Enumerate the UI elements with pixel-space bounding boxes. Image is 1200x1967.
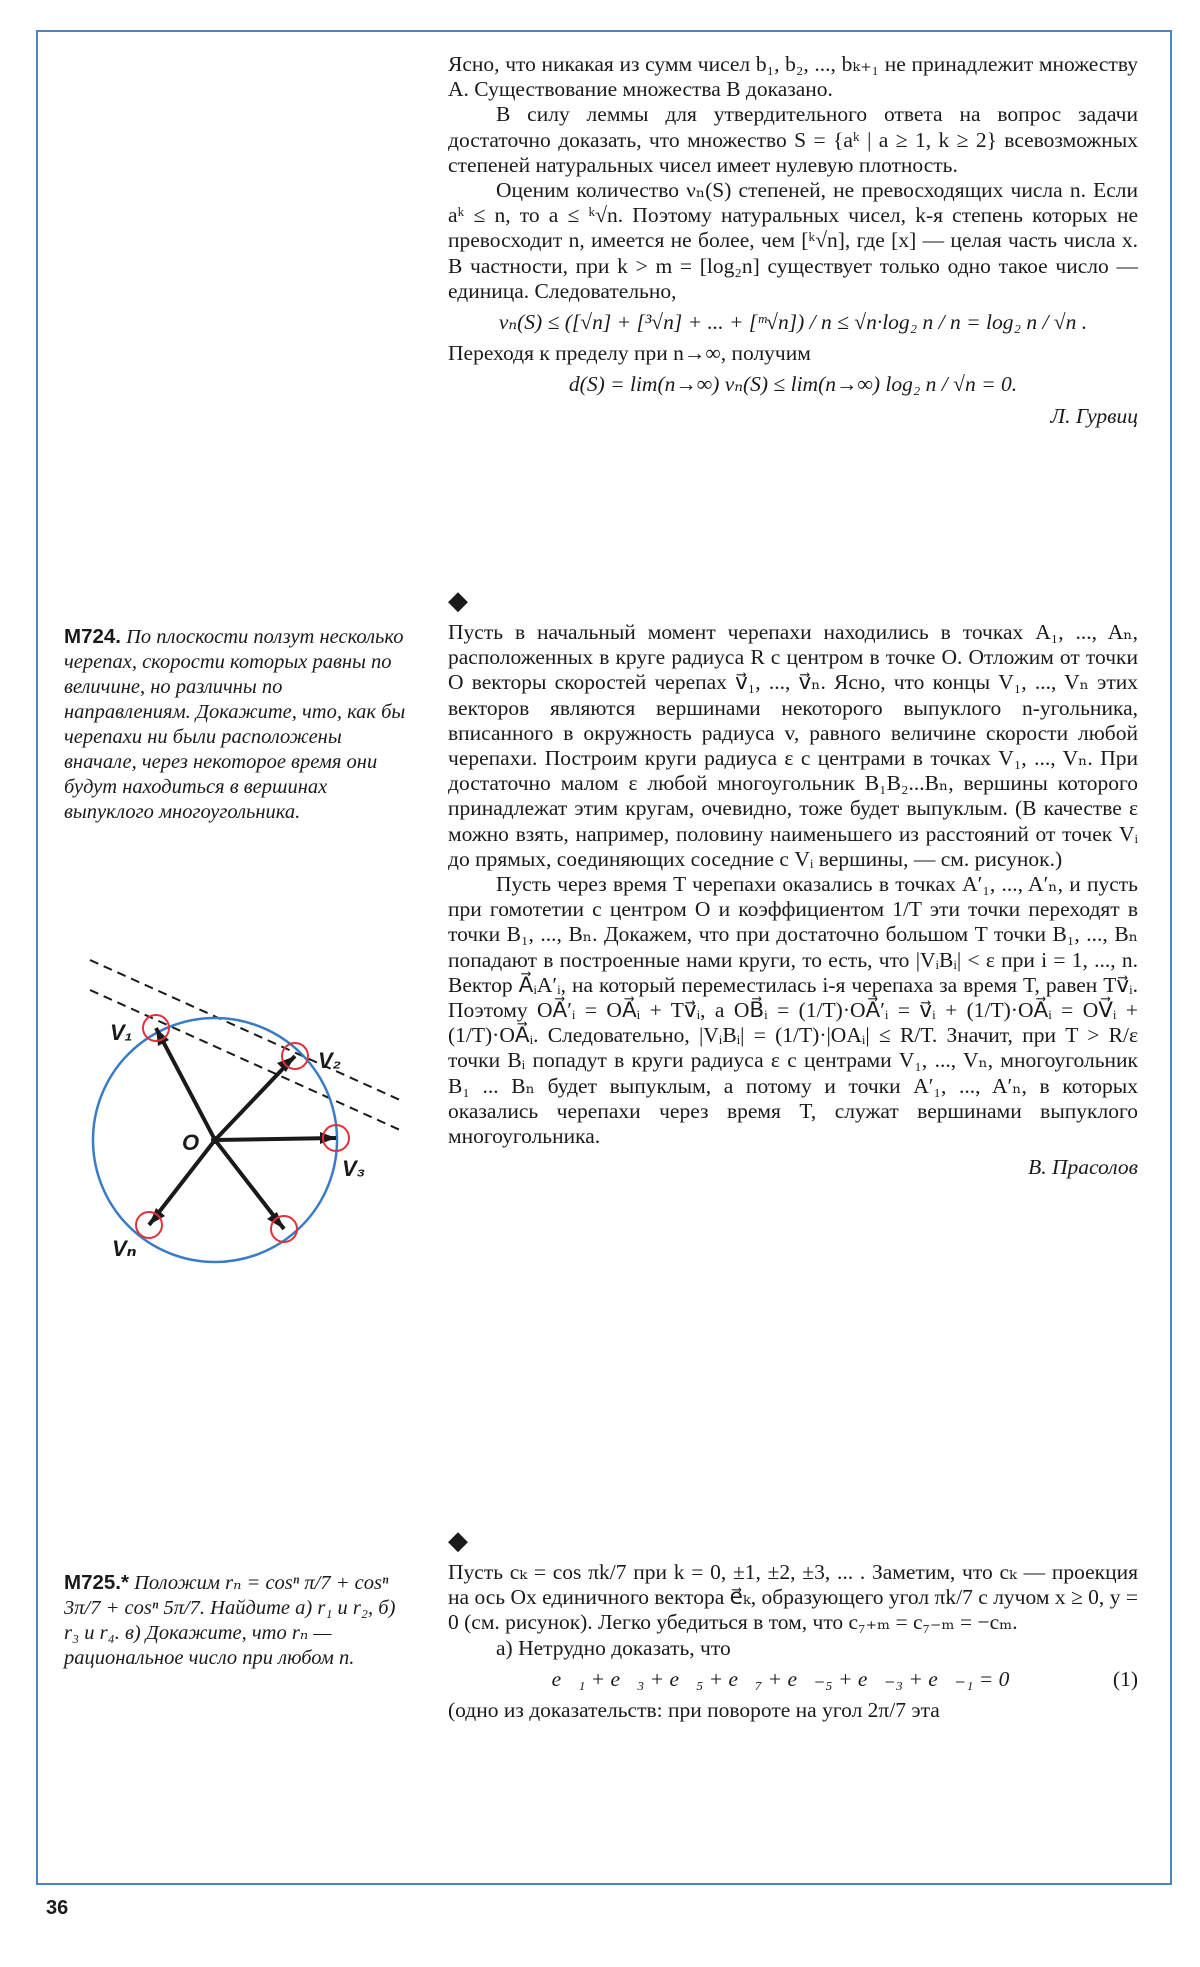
m723-paragraph-3: Оценим количество νₙ(S) степеней, не превосходящих числа n. Если aᵏ ≤ n, то a ≤ ᵏ√n. Поэтому натуральных чисел, k-я степень которых не превосходит n, имеется не более, чем [ᵏ√n], где [x] — целая часть числа x. В частности, при k > m = [log₂n] существует только одно такое число — единица. Следовательно, <box>448 178 1138 303</box>
figure-dashed-line-1 <box>90 960 400 1100</box>
m723-paragraph-1: Ясно, что никакая из сумм чисел b₁, b₂, ..., bₖ₊₁ не принадлежит множеству A. Существование множества B доказано. <box>448 52 1138 102</box>
page-number: 36 <box>46 1897 69 1919</box>
m724-solution <box>448 588 1138 1180</box>
m725-vector-sum-formula: e⃗₁ + e⃗₃ + e⃗₅ + e⃗₇ + e⃗₋₅ + e⃗₋₃ + e⃗₋₁ = 0 <box>551 1666 1010 1691</box>
m724-problem <box>64 624 410 825</box>
figure-label-o: O <box>182 1130 200 1155</box>
figure-label-vn: Vₙ <box>112 1236 137 1261</box>
figure-vector-v3 <box>215 1138 336 1140</box>
m723-author: Л. Гурвиц <box>1050 403 1138 428</box>
m724-figure <box>70 950 430 1280</box>
m725-equation-number: (1) <box>1112 1666 1138 1691</box>
m724-author: В. Прасолов <box>1028 1155 1138 1180</box>
solution-diamond-marker: ◆ <box>448 1526 468 1555</box>
solution-diamond-marker: ◆ <box>448 586 468 615</box>
m725-solution <box>448 1528 1138 1723</box>
figure-vector-v1 <box>156 1028 215 1140</box>
m724-problem-id: М724. <box>64 625 121 648</box>
m723-solution-continued <box>448 52 1138 429</box>
figure-center-point <box>211 1136 219 1144</box>
m725-problem-statement: Положим rₙ = cosⁿ π/7 + cosⁿ 3π/7 + cosⁿ 5π/7. Найдите а) r₁ и r₂, б) r₃ и r₄. в) Докажите, что rₙ — рациональное число при любом n. <box>64 1572 396 1669</box>
m724-solution-paragraph-1: Пусть в начальный момент черепахи находились в точках A₁, ..., Aₙ, расположенных в круге радиуса R с центром в точке O. Отложим от точки O векторы скоростей черепах v⃗₁, ..., v⃗ₙ. Ясно, что концы V₁, ..., Vₙ этих векторов являются вершинами некоторого выпуклого n-угольника, вписанного в окружность радиуса v, равного величине скорости любой черепахи. Построим круги радиуса ε с центрами в точках V₁, ..., Vₙ. При достаточно малом ε любой многоугольник B₁B₂...Bₙ, вершины которого принадлежат этим кругам, очевидно, тоже будет выпуклым. (В качестве ε можно взять, например, половину наименьшего из расстояний от точек Vᵢ до прямых, соединяющих соседние с Vᵢ вершины, — см. рисунок.) <box>448 620 1138 871</box>
figure-label-v2: V₂ <box>318 1048 342 1073</box>
m724-solution-paragraph-2: Пусть через время T черепахи оказались в точках A′₁, ..., A′ₙ, и пусть при гомотетии с центром O и коэффициентом 1/T эти точки переходят в точки B₁, ..., Bₙ. Докажем, что при достаточно большом T точки B₁, ..., Bₙ попадают в построенные нами круги, то есть, что |VᵢBᵢ| < ε при i = 1, ..., n. Вектор A⃗ᵢA′ᵢ, на который переместилась i-я черепаха за время T, равен Tv⃗ᵢ. Поэтому OA⃗′ᵢ = OA⃗ᵢ + Tv⃗ᵢ, а OB⃗ᵢ = (1/T)·OA⃗′ᵢ = v⃗ᵢ + (1/T)·OA⃗ᵢ = OV⃗ᵢ + (1/T)·OA⃗ᵢ. Следовательно, |VᵢBᵢ| = (1/T)·|OAᵢ| ≤ R/T. Значит, при T > R/ε точки Bᵢ попадут в круги радиуса ε с центрами V₁, ..., Vₙ, многоугольник B₁ ... Bₙ будет выпуклым, а потому и точки A′₁, ..., A′ₙ, в которых оказались черепахи через время T, служат вершинами выпуклого многоугольника. <box>448 872 1138 1149</box>
m725-solution-paragraph-3: (одно из доказательств: при повороте на угол 2π/7 эта <box>448 1698 940 1723</box>
m723-paragraph-2: В силу леммы для утвердительного ответа на вопрос задачи достаточно доказать, что множество S = {aᵏ | a ≥ 1, k ≥ 2} всевозможных степеней натуральных чисел имеет нулевую плотность. <box>448 102 1138 177</box>
m723-density-estimate-formula: νₙ(S) ≤ ([√n] + [³√n] + ... + [ᵐ√n]) / n ≤ √n·log₂ n / n = log₂ n / √n . <box>498 310 1088 335</box>
m725-problem-id: М725.* <box>64 1571 129 1594</box>
m725-problem <box>64 1570 410 1671</box>
m723-paragraph-4: Переходя к пределу при n→∞, получим <box>448 341 811 366</box>
m724-problem-statement: По плоскости ползут несколько черепах, скорости которых равны по величине, но различны по направлениям. Докажите, что, как бы черепахи ни были расположены вначале, через некоторое время они будут находиться в вершинах выпуклого многоугольника. <box>64 626 406 823</box>
figure-label-v1: V₁ <box>110 1020 133 1045</box>
m725-solution-paragraph-2: а) Нетрудно доказать, что <box>496 1635 731 1660</box>
m723-limit-formula: d(S) = lim(n→∞) νₙ(S) ≤ lim(n→∞) log₂ n / √n = 0. <box>568 372 1018 397</box>
m725-equation-row <box>448 1667 1138 1692</box>
m725-solution-paragraph-1: Пусть cₖ = cos πk/7 при k = 0, ±1, ±2, ±3, ... . Заметим, что cₖ — проекция на ось Ox единичного вектора e⃗ₖ, образующего угол πk/7 с лучом x ≥ 0, y = 0 (см. рисунок). Легко убедиться в том, что c₇₊ₘ = c₇₋ₘ = −cₘ. <box>448 1560 1138 1635</box>
figure-label-v3: V₃ <box>342 1156 366 1181</box>
